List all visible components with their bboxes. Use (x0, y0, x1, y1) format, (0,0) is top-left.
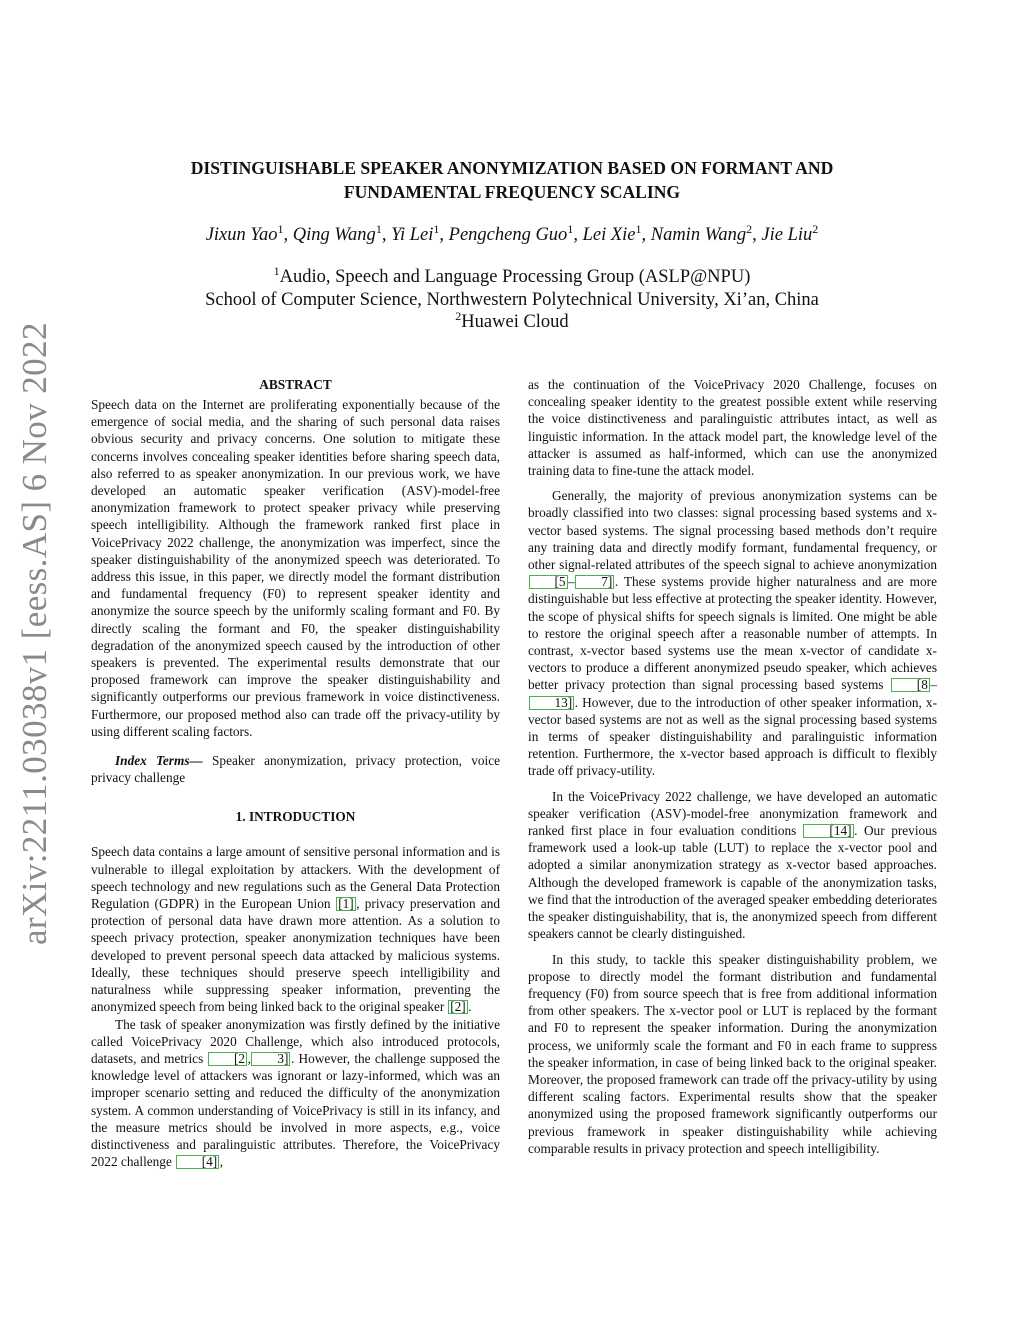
intro-paragraph-4 (528, 788, 937, 943)
author-affiliation-mark: 1 (375, 221, 382, 236)
paper-title (100, 156, 924, 204)
citation-link[interactable]: 3] (251, 1052, 290, 1066)
author: Pengcheng Guo (448, 225, 568, 245)
paragraph-text: In the VoicePrivacy 2022 challenge, we have developed an automatic speaker verification (ASV)-model-free anonymization framework and ranked first place in four evaluation conditions (528, 788, 937, 839)
intro-paragraph-3 (528, 487, 937, 779)
intro-paragraph-2 (91, 1016, 500, 1171)
citation-link[interactable]: 13] (529, 696, 575, 710)
citation-separator: , (247, 1050, 251, 1066)
affiliation-mark: 1 (273, 263, 280, 278)
intro-paragraph-5: In this study, to tackle this speaker distinguishability problem, we propose to directly model the formant distribution and fundamental frequency (F0) from source speech that is free from additional information from other speakers. The x-vector pool or LUT is replaced by the formant and F0 to represent the speaker information. During the anonymization process, we uniformly scale the formant and F0 in each frame to suppress the speaker information, in case of being linked back to the original speaker. Moreover, the proposed framework can trade off the privacy-utility by using different scaling factors. Experimental results show that the speaker anonymized using the proposed framework significantly outperforms our previous framework in speaker distinguishability while achieving comparable results in privacy protection and speech intelligibility. (528, 951, 937, 1156)
paragraph-text: . These systems provide higher naturalness and are more distinguishable but less effective at protecting the speaker identity. However, the scope of physical shifts for speech signals is limited. One might be able to restore the original speech after a reasonable number of attempts. In contrast, x-vector based systems use the mean x-vector of candidate x-vectors to produce a different anonymized pseudo speaker, which achieves better privacy protection than signal processing based systems (528, 574, 937, 693)
paragraph-text: . (468, 999, 472, 1015)
paragraph-text: Speech data contains a large amount of sensitive personal information and is vulnerable to illegal exploitation by attackers. With the development of speech technology and new regulations such as the General Data Protection Regulation (GDPR) in the European Union (91, 844, 500, 912)
author-affiliation-mark: 2 (746, 221, 753, 236)
title-line-2: FUNDAMENTAL FREQUENCY SCALING (343, 182, 681, 202)
left-column (91, 376, 500, 1170)
author-separator: , (439, 225, 449, 245)
introduction-heading: 1. INTRODUCTION (235, 809, 356, 825)
affiliation-mark: 2 (455, 308, 462, 323)
citation-link[interactable]: [5 (529, 575, 568, 589)
author-separator: , (283, 225, 293, 245)
author-affiliation-mark: 2 (812, 221, 819, 236)
author-affiliation-mark: 1 (635, 221, 642, 236)
citation-link[interactable]: [2 (208, 1052, 247, 1066)
author: Namin Wang (650, 225, 747, 245)
paragraph-text: , (219, 1154, 224, 1170)
right-column (528, 376, 937, 1157)
affiliations (100, 263, 924, 334)
citation-dash: – (930, 677, 937, 693)
paragraph-text: , privacy preservation and protection of personal data have drawn more attention. As a solution to speech privacy protection, speaker anonymization techniques have been developed to prevent personal speech data attacked by malicious systems. Ideally, these techniques should preserve speech intelligibility and naturalness while suppressing speaker information, preventing the anonymized speech from being linked back to the original speaker (91, 896, 500, 1015)
abstract-text: Speech data on the Internet are proliferating exponentially because of the emergence of social media, and the sharing of such personal data raises obvious security and privacy concerns. One solution to mitigate these concerns involves concealing speaker identities before sharing speech data, also referred to as speaker anonymization. In our previous work, we have developed an automatic speaker verification (ASV)-model-free anonymization framework to protect speaker privacy while preserving speech intelligibility. Although the framework ranked first place in VoicePrivacy 2022 challenge, the anonymization was imperfect, since the speaker distinguishability of the anonymized speech was deteriorated. To address this issue, in this paper, we directly model the formant distribution and fundamental frequency (F0) to represent speaker identity and anonymize the source speech by the uniformly scaling formant and F0. By directly scaling the formant and F0, the speaker distinguishability degradation of the anonymized speech caused by the introduction of other speakers is prevented. The experimental results demonstrate that our proposed framework can improve the speaker distinguishability and significantly outperforms our previous framework in voice distinctiveness. Furthermore, our proposed method also can trade off the privacy-utility by using different scaling factors. (91, 397, 500, 739)
author-affiliation-mark: 1 (433, 221, 440, 236)
citation-link[interactable]: [8 (891, 678, 930, 692)
author: Jie Liu (761, 225, 813, 245)
author-separator: , (381, 225, 392, 245)
index-terms (91, 752, 500, 786)
author: Jixun Yao (205, 225, 278, 245)
author-separator: , (641, 225, 651, 245)
affiliation-text: Huawei Cloud (461, 312, 569, 332)
author-separator: , (752, 225, 762, 245)
citation-link[interactable]: 7] (575, 575, 614, 589)
paragraph-text: Generally, the majority of previous anonymization systems can be broadly classified into two classes: signal processing based systems and x-vector based systems. The signal processing based methods don’t require any training data and directly modify formant, fundamental frequency, or other signal-related attributes of the speech signal to achieve anonymization (528, 488, 937, 573)
paragraph-text: . However, due to the introduction of other speaker information, x-vector based systems are not as well as the signal processing based systems in terms of speaker distinguishability and paralinguistic information retention. Furthermore, the x-vector based approach is difficult to flexibly trade off privacy-utility. (528, 694, 937, 779)
affiliation-1 (100, 263, 924, 289)
author: Lei Xie (582, 225, 636, 245)
arxiv-identifier: arXiv:2211.03038v1 [eess.AS] 6 Nov 2022 (15, 322, 54, 945)
citation-dash: – (568, 574, 575, 590)
citation-link[interactable]: [4] (176, 1155, 220, 1169)
paragraph-text: The task of speaker anonymization was firstly defined by the initiative called VoicePrivacy 2020 Challenge, which also introduced protocols, datasets, and metrics (91, 1016, 500, 1066)
citation-link[interactable]: [1] (338, 896, 354, 912)
author-affiliation-mark: 1 (567, 221, 574, 236)
author-separator: , (573, 225, 583, 245)
index-terms-label: Index Terms— (115, 753, 203, 769)
title-line-1: DISTINGUISHABLE SPEAKER ANONYMIZATION BASED ON FORMANT AND (190, 158, 834, 178)
index-terms-text: Speaker anonymization, privacy protection, voice privacy challenge (91, 753, 501, 786)
abstract-heading: ABSTRACT (259, 377, 332, 392)
affiliation-text: Audio, Speech and Language Processing Group (ASLP@NPU) (279, 267, 751, 287)
author: Qing Wang (292, 225, 376, 245)
author-affiliation-mark: 1 (277, 221, 284, 236)
paragraph-text: . Our previous framework used a look-up table (LUT) to replace the x-vector pool and adopted a similar anonymization strategy as x-vector based approaches. Although the developed framework is capable of the anonymization tasks, we find that the introduction of the averaged speaker embedding deteriorates the speaker distinguishability, that is, the anonymized speech from different speakers cannot be clearly distinguished. (528, 823, 937, 942)
affiliation-1-school: School of Computer Science, Northwestern Polytechnical University, Xi’an, China (205, 289, 819, 310)
intro-paragraph-2-cont: as the continuation of the VoicePrivacy 2020 Challenge, focuses on concealing speaker identity to the greatest possible extent while reserving the voice distinctiveness and paralinguistic attributes intact, as well as linguistic information. In the attack model part, the knowledge level of the attacker is assumed as half-informed, which can use the anonymized training data to fine-tune the attack model. (528, 377, 937, 479)
paragraph-text: . However, the challenge supposed the knowledge level of attackers was ignorant or lazy-informed, which was an improper scenario setting and reduced the difficulty of the anonymization system. A common understanding of VoicePrivacy is still in its infancy, and the measure metrics should be involved in more aspects, e.g., voice distinctiveness and paralinguistic attributes. Therefore, the VoicePrivacy 2022 challenge (91, 1050, 500, 1170)
citation-link[interactable]: [2] (450, 999, 466, 1015)
citation-link[interactable]: [14] (803, 824, 853, 838)
intro-paragraph-1 (91, 843, 500, 1015)
author-list (100, 222, 924, 248)
affiliation-2 (100, 308, 924, 334)
author: Yi Lei (391, 225, 434, 245)
